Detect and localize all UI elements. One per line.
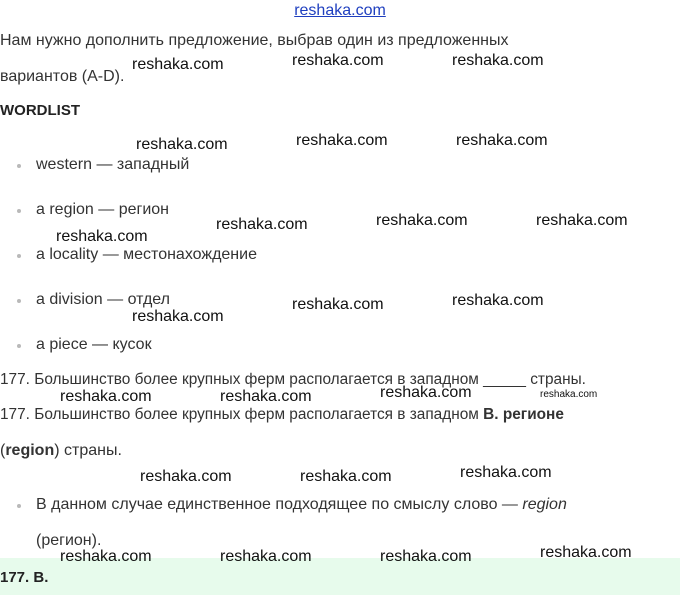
watermark: reshaka.com [376, 212, 468, 229]
watermark: reshaka.com [132, 56, 224, 73]
watermark: reshaka.com [536, 212, 628, 229]
intro-line-2: вариантов (A-D). [0, 68, 125, 85]
bullet-icon [17, 164, 21, 168]
wordlist-item: a piece — кусок [36, 336, 152, 353]
paren-open: ( [0, 442, 6, 459]
watermark: reshaka.com [456, 132, 548, 149]
answer-bold: B. регионе [483, 406, 564, 423]
watermark: reshaka.com [460, 464, 552, 481]
watermark: reshaka.com [60, 388, 152, 405]
bullet-icon [17, 254, 21, 258]
wordlist-heading: WORDLIST [0, 102, 80, 119]
question-text: 177. Большинство более крупных ферм располагается в западном _____ страны. [0, 371, 586, 388]
answer-sentence [0, 406, 564, 424]
explanation-line-1 [36, 496, 567, 514]
wordlist-item: western — западный [36, 156, 190, 173]
watermark: reshaka.com [220, 388, 312, 405]
watermark: reshaka.com [132, 308, 224, 325]
answer-english-word: region [5, 442, 55, 459]
watermark: reshaka.com [452, 292, 544, 309]
wordlist-item: a region — регион [36, 201, 170, 218]
site-link[interactable]: reshaka.com [294, 2, 386, 19]
watermark: reshaka.com [300, 468, 392, 485]
watermark: reshaka.com [60, 548, 152, 565]
final-answer: 177. B. [0, 569, 49, 586]
watermark: reshaka.com [540, 544, 632, 561]
bullet-icon [17, 344, 21, 348]
watermark: reshaka.com [380, 548, 472, 565]
watermark: reshaka.com [56, 228, 148, 245]
watermark: reshaka.com [140, 468, 232, 485]
watermark: reshaka.com [452, 52, 544, 69]
watermark: reshaka.com [540, 389, 598, 400]
watermark: reshaka.com [136, 136, 228, 153]
wordlist-item: a division — отдел [36, 291, 170, 308]
answer-sentence-end: ) страны. [54, 442, 122, 459]
intro-line-1: Нам нужно дополнить предложение, выбрав один из предложенных [0, 32, 509, 49]
explanation-text: В данном случае единственное подходящее по смыслу слово — [36, 496, 523, 513]
answer-sentence-line-2 [0, 442, 122, 460]
answer-sentence-text: 177. Большинство более крупных ферм располагается в западном [0, 406, 484, 423]
wordlist-item: a locality — местонахождение [36, 246, 257, 263]
explanation-line-2: (регион). [36, 532, 102, 549]
watermark: reshaka.com [296, 132, 388, 149]
watermark: reshaka.com [292, 296, 384, 313]
bullet-icon [17, 504, 21, 508]
watermark: reshaka.com [292, 52, 384, 69]
bullet-icon [17, 299, 21, 303]
watermark: reshaka.com [220, 548, 312, 565]
explanation-word: region [522, 496, 567, 513]
watermark: reshaka.com [216, 216, 308, 233]
watermark: reshaka.com [380, 384, 472, 401]
bullet-icon [17, 209, 21, 213]
